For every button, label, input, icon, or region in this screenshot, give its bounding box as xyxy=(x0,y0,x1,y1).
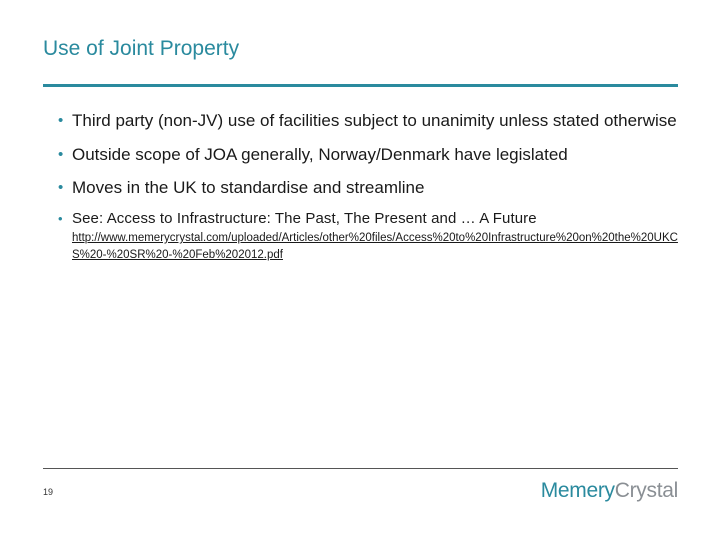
logo-word-crystal: Crystal xyxy=(614,479,678,502)
bullet-text: Outside scope of JOA generally, Norway/Denmark have legislated xyxy=(72,145,568,164)
bullet-glyph: • xyxy=(58,211,63,226)
slide-title: Use of Joint Property xyxy=(43,37,240,60)
bullet-text: Third party (non-JV) use of facilities subject to unanimity unless stated otherwise xyxy=(72,111,677,130)
memery-crystal-logo xyxy=(541,479,678,503)
bullet-list xyxy=(58,110,688,264)
bullet-glyph: • xyxy=(58,112,64,129)
bullet-item xyxy=(58,177,688,199)
article-link[interactable]: http://www.memerycrystal.com/uploaded/Articles/other%20files/Access%20to%20Infrastructure%20on%20the%20UKCS%20-%20SR%20-%20Feb%202012.pdf xyxy=(72,232,678,261)
page-number: 19 xyxy=(43,487,54,497)
bullet-text: See: Access to Infrastructure: The Past, The Present and … A Future xyxy=(72,210,537,227)
footer-divider xyxy=(43,468,678,469)
bullet-glyph: • xyxy=(58,179,64,196)
bullet-item xyxy=(58,209,688,229)
bullet-text: Moves in the UK to standardise and streamline xyxy=(72,178,425,197)
logo-word-memery: Memery xyxy=(540,479,615,502)
bullet-item xyxy=(58,110,688,132)
bullet-glyph: • xyxy=(58,146,64,163)
bullet-item xyxy=(58,144,688,166)
title-divider xyxy=(43,84,678,87)
